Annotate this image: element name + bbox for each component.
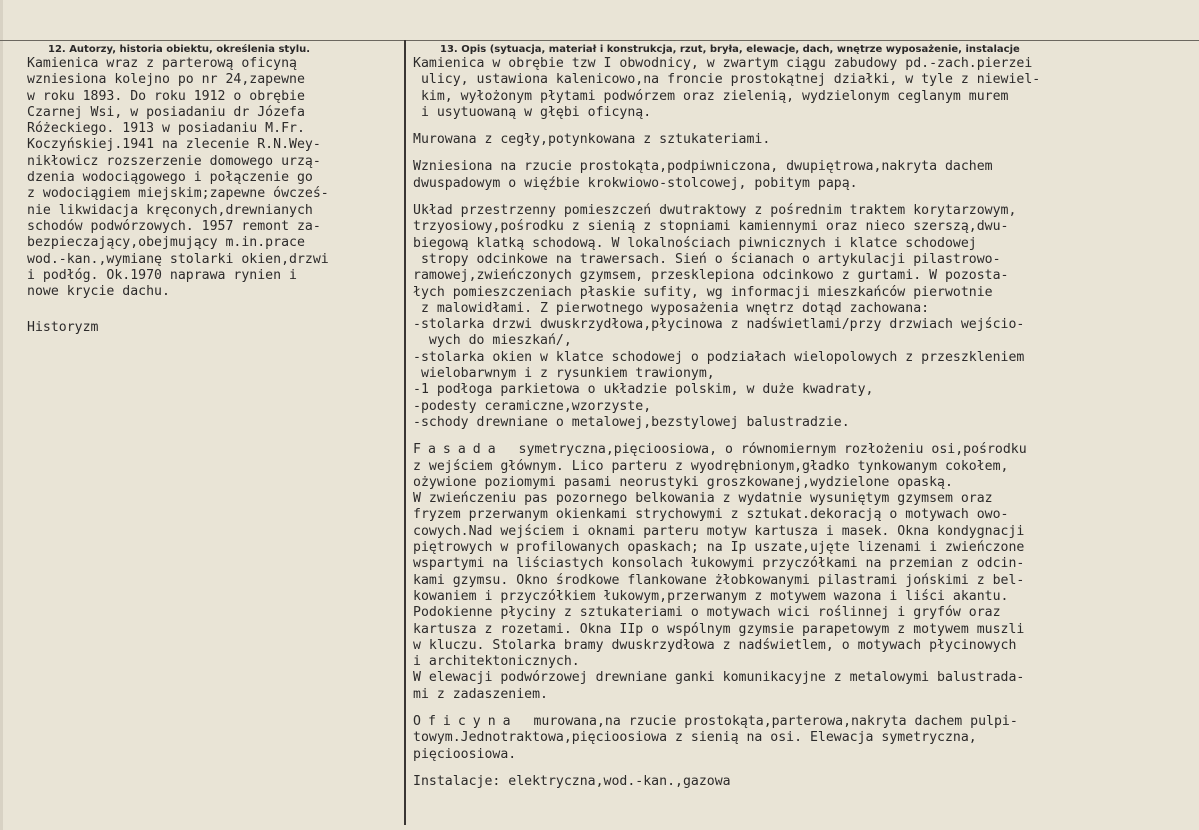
- facade-lead: Fasada: [413, 442, 503, 458]
- history-line: Kamienica wraz z parterową oficyną: [27, 56, 297, 71]
- paragraph-line: fryzem przerwanym okienkami strychowymi z sztukat.dekoracją o motywach owo-: [413, 507, 1009, 523]
- paragraph-line: Układ przestrzenny pomieszczeń dwutraktowy z pośrednim traktem korytarzowym,: [413, 203, 1017, 219]
- paragraph-line: -schody drewniane o metalowej,bezstylowej balustradzie.: [413, 414, 850, 430]
- section-13-heading: 13. Opis (sytuacja, materiał i konstrukcja, rzut, bryła, elewacje, dach, wnętrze wyposażenie, instalacje: [440, 44, 1020, 55]
- paragraph-line: kowaniem i przyczółkiem łukowym,przerwanym z motywem wazona i liści akantu.: [413, 588, 1009, 604]
- paragraph-line: W zwieńczeniu pas pozornego belkowania z wydatnie wysuniętym gzymsem oraz: [413, 491, 993, 507]
- paragraph-line: -stolarka okien w klatce schodowej o podziałach wielopolowych z przeszkleniem: [413, 349, 1025, 365]
- history-line: bezpieczający,obejmujący m.in.prace: [27, 235, 305, 251]
- history-line: dzenia wodociągowego i połączenie go: [27, 170, 313, 186]
- paragraph-line: trzyosiowy,pośrodku z sienią z stopniami kamiennymi oraz nieco szerszą,dwu-: [413, 219, 1009, 235]
- paragraph-line: wspartymi na liściastych konsolach łukowymi przyczółkami na przemian z odcin-: [413, 556, 1025, 572]
- installations-line: Instalacje: elektryczna,wod.-kan.,gazowa: [413, 773, 731, 789]
- outbuilding-first-line: murowana,na rzucie prostokąta,parterowa,nakryta dachem pulpi-: [517, 713, 1018, 729]
- paragraph-line: piętrowych w profilowanych opaskach; na Ip uszate,ujęte lizenami i zwieńczone: [413, 540, 1025, 556]
- paragraph-line: towym.Jednotraktowa,pięcioosiowa z sienią na osi. Elewacja symetryczna,: [413, 730, 977, 746]
- history-line: nie likwidacja kręconych,drewnianych: [27, 202, 313, 218]
- paragraph-line: dwuspadowym o więźbie krokwiowo-stolcowej, pobitym papą.: [413, 175, 858, 191]
- paragraph-line: [413, 442, 1193, 458]
- page-edge: [0, 0, 3, 830]
- history-line: i podłóg. Ok.1970 naprawa rynien i: [27, 267, 297, 283]
- structure-paragraph: [413, 159, 1193, 192]
- paragraph-line: ulicy, ustawiona kalenicowo,na froncie prostokątnej działki, w tyle z niewiel-: [413, 72, 1041, 88]
- history-line: schodów podwórzowych. 1957 remont za-: [27, 218, 321, 234]
- paragraph-line: w kluczu. Stolarka bramy dwuskrzydłowa z nadświetlem, o motywach płycinowych: [413, 637, 1017, 653]
- history-line: wzniesiona kolejno po nr 24,zapewne: [27, 72, 305, 88]
- style-label: Historyzm: [27, 320, 99, 336]
- paragraph-line: z malowidłami. Z pierwotnego wyposażenia wnętrz dotąd zachowana:: [413, 300, 930, 316]
- history-line: Czarnej Wsi, w posiadaniu dr Józefa: [27, 104, 305, 120]
- paragraph-line: i usytuowaną w głębi oficyną.: [413, 104, 652, 120]
- history-line: wod.-kan.,wymianę stolarki okien,drzwi: [27, 251, 329, 267]
- outbuilding-paragraph: [413, 714, 1193, 763]
- paragraph-line: mi z zadaszeniem.: [413, 686, 548, 702]
- outbuilding-lead: Oficyna: [413, 713, 518, 729]
- paragraph-line: Wzniesiona na rzucie prostokąta,podpiwniczona, dwupiętrowa,nakryta dachem: [413, 159, 993, 175]
- paragraph-line: wielobarwnym i z rysunkiem trawionym,: [413, 366, 715, 382]
- paragraph-line: kartusza z rozetami. Okna IIp o wspólnym gzymsie parapetowym z motywem muszli: [413, 621, 1025, 637]
- interior-paragraph: [413, 203, 1193, 431]
- paragraph-line: W elewacji podwórzowej drewniane ganki komunikacyjne z metalowymi balustrada-: [413, 670, 1025, 686]
- paragraph-line: cowych.Nad wejściem i oknami parteru motyw kartusza i masek. Okna kondygnacji: [413, 523, 1025, 539]
- history-line: w roku 1893. Do roku 1912 o obrębie: [27, 88, 305, 104]
- history-line: Różeckiego. 1913 w posiadaniu M.Fr.: [27, 121, 305, 137]
- section-12-heading: 12. Autorzy, historia obiektu, określenia stylu.: [48, 44, 311, 55]
- paragraph-line: z wejściem głównym. Lico parteru z wyodrębnionym,gładko tynkowanym cokołem,: [413, 458, 1009, 474]
- history-text: [27, 56, 402, 300]
- paragraph-line: Murowana z cegły,potynkowana z sztukateriami.: [413, 132, 771, 148]
- facade-paragraph: [413, 442, 1193, 703]
- paragraph-line: [413, 714, 1193, 730]
- paragraph-line: ramowej,zwieńczonych gzymsem, przesklepiona odcinkowo z gurtami. W pozosta-: [413, 268, 1009, 284]
- paragraph-line: -1 podłoga parkietowa o układzie polskim, w duże kwadraty,: [413, 382, 874, 398]
- paragraph-line: -podesty ceramiczne,wzorzyste,: [413, 398, 652, 414]
- history-line: nowe krycie dachu.: [27, 284, 170, 300]
- paragraph-line: ożywione poziomymi pasami neorustyki groszkowanej,wydzielone opaską.: [413, 474, 953, 490]
- history-line: z wodociągiem miejskim;zapewne ówcześ-: [27, 186, 329, 202]
- facade-first-line: symetryczna,pięcioosiowa, o równomiernym rozłożeniu osi,pośrodku: [502, 442, 1027, 458]
- history-line: Koczyńskiej.1941 na zlecenie R.N.Wey-: [27, 137, 321, 153]
- history-line: nikłowicz rozszerzenie domowego urzą-: [27, 153, 321, 169]
- paragraph-line: Podokienne płyciny z sztukateriami o motywach wici roślinnej i gryfów oraz: [413, 605, 1001, 621]
- paragraph-line: kami gzymsu. Okno środkowe flankowane żłobkowanymi pilastrami jońskimi z bel-: [413, 572, 1025, 588]
- paragraph-line: biegową klatką schodową. W lokalnościach piwnicznych i klatce schodowej: [413, 235, 977, 251]
- description-column: [413, 56, 1193, 790]
- column-divider: [404, 40, 406, 825]
- situation-paragraph: [413, 56, 1193, 121]
- paragraph-line: wych do mieszkań/,: [413, 333, 572, 349]
- material-paragraph: [413, 132, 1193, 148]
- paragraph-line: kim, wyłożonym płytami podwórzem oraz zielenią, wydzielonym ceglanym murem: [413, 88, 1009, 104]
- paragraph-line: pięcioosiowa.: [413, 746, 517, 762]
- paragraph-line: stropy odcinkowe na trawersach. Sień o ścianach o artykulacji pilastrowo-: [413, 251, 1001, 267]
- paragraph-line: i architektonicznych.: [413, 654, 580, 670]
- header-rule: [0, 40, 1199, 41]
- paragraph-line: -stolarka drzwi dwuskrzydłowa,płycinowa z nadświetlami/przy drzwiach wejścio-: [413, 317, 1025, 333]
- history-column: [27, 56, 402, 337]
- paragraph-line: Kamienica w obrębie tzw I obwodnicy, w zwartym ciągu zabudowy pd.-zach.pierzei: [413, 56, 1033, 71]
- paragraph-line: łych pomieszczeniach płaskie sufity, wg informacji mieszkańców pierwotnie: [413, 284, 993, 300]
